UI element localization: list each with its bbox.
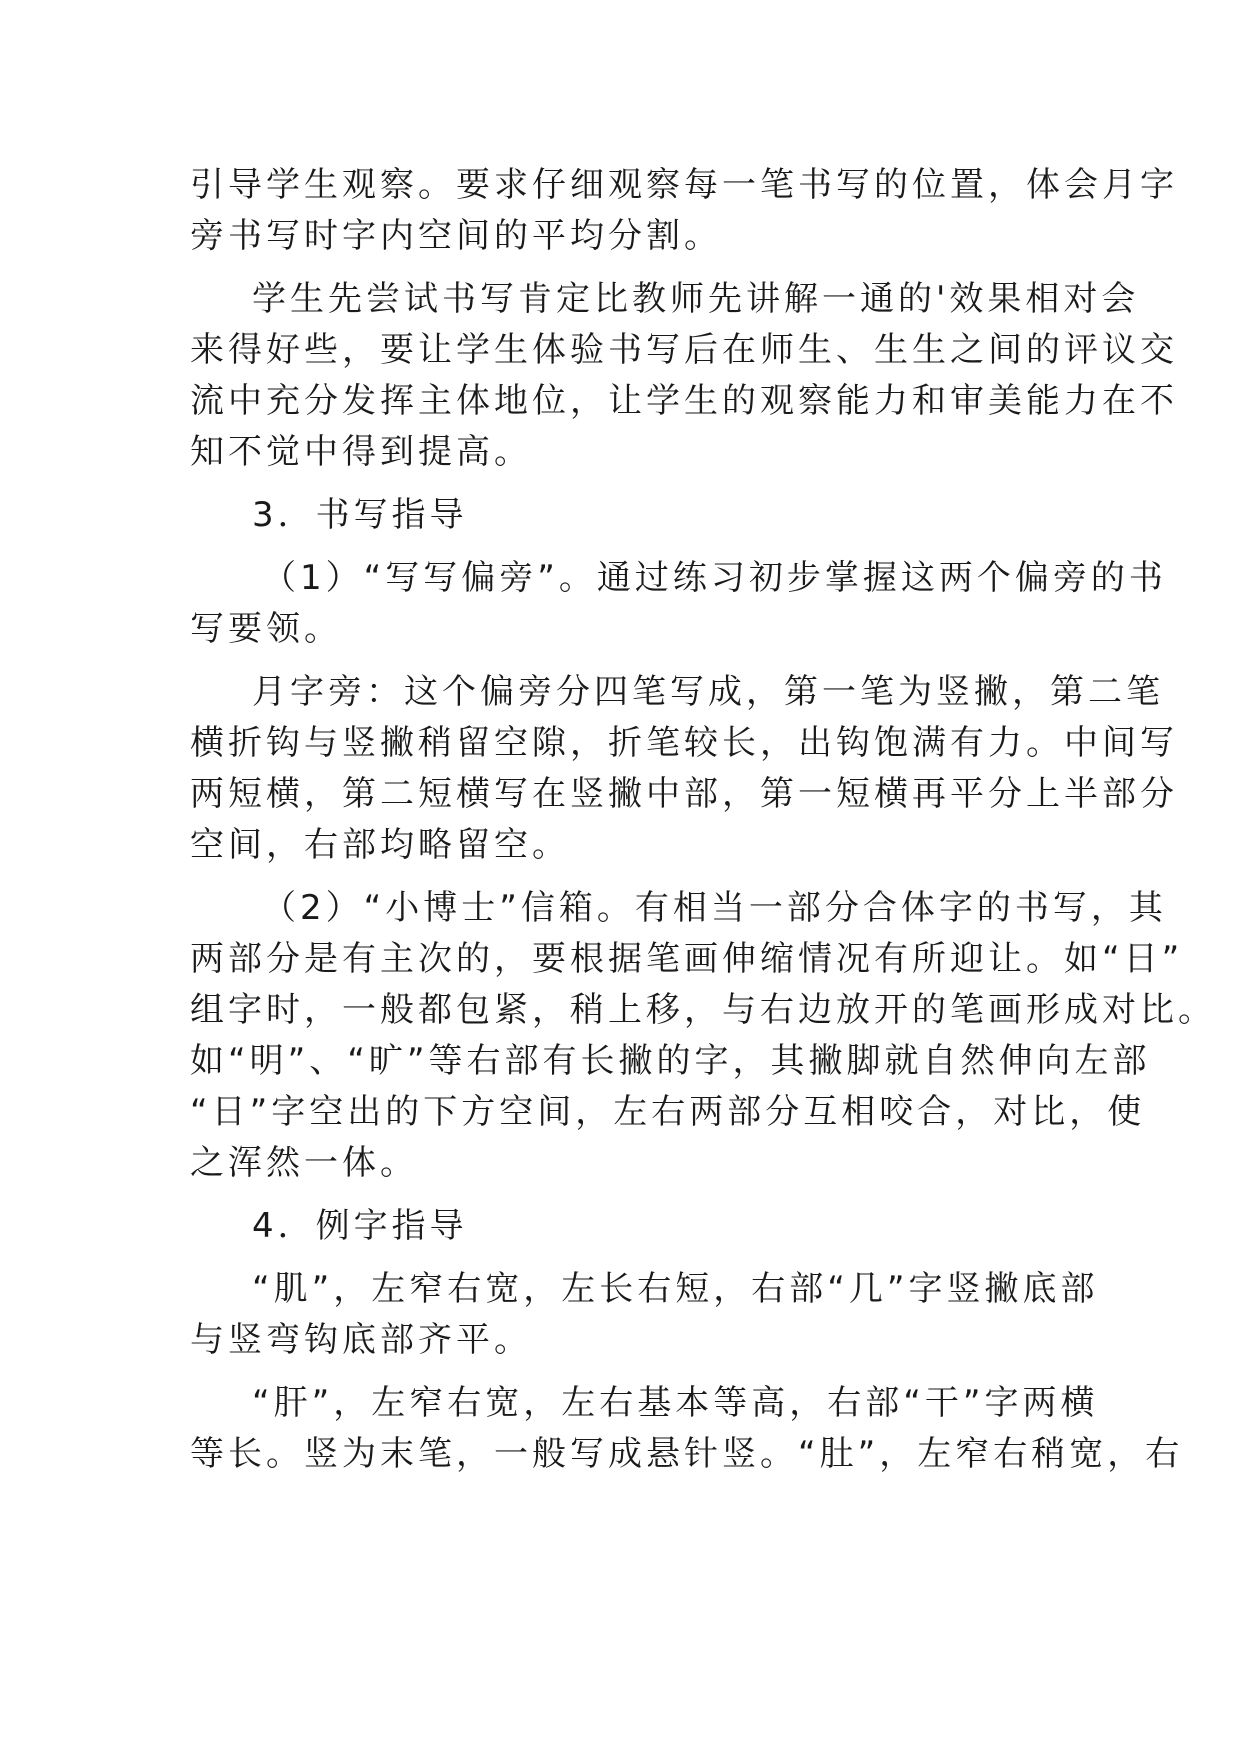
text-line: 流中充分发挥主体地位，让学生的观察能力和审美能力在不 [190,381,1178,421]
text-line: （2）“小博士”信箱。有相当一部分合体字的书写，其 [262,888,1167,928]
text-line: 组字时，一般都包紧，稍上移，与右边放开的笔画形成对比。 [190,990,1216,1030]
text-line: 引导学生观察。要求仔细观察每一笔书写的位置，体会月字 [190,165,1178,205]
text-line: 与竖弯钩底部齐平。 [190,1320,532,1360]
text-line: 空间，右部均略留空。 [190,825,570,865]
text-line: 写要领。 [190,609,342,649]
text-line: 知不觉中得到提高。 [190,432,532,472]
section-heading: 4．例字指导 [252,1206,468,1246]
section-heading: 3．书写指导 [252,495,468,535]
text-line: 之浑然一体。 [190,1143,418,1183]
text-line: （1）“写写偏旁”。通过练习初步掌握这两个偏旁的书 [262,558,1167,598]
text-line: 如“明”、“旷”等右部有长撇的字，其撇脚就自然伸向左部 [190,1041,1151,1081]
text-line: 横折钩与竖撇稍留空隙，折笔较长，出钩饱满有力。中间写 [190,723,1178,763]
text-line: “肌”，左窄右宽，左长右短，右部“几”字竖撇底部 [252,1269,1099,1309]
text-line: 旁书写时字内空间的平均分割。 [190,216,722,256]
text-line: 两短横，第二短横写在竖撇中部，第一短横再平分上半部分 [190,774,1178,814]
body-text [190,160,1216,1480]
text-line: 等长。竖为末笔，一般写成悬针竖。“肚”，左窄右稍宽，右 [190,1434,1184,1474]
text-line: “日”字空出的下方空间，左右两部分互相咬合，对比，使 [190,1092,1146,1132]
text-line: “肝”，左窄右宽，左右基本等高，右部“干”字两横 [252,1383,1099,1423]
text-line: 月字旁：这个偏旁分四笔写成，第一笔为竖撇，第二笔 [252,672,1164,712]
text-line: 两部分是有主次的，要根据笔画伸缩情况有所迎让。如“日” [190,939,1184,979]
text-line: 来得好些，要让学生体验书写后在师生、生生之间的评议交 [190,330,1178,370]
text-line: 学生先尝试书写肯定比教师先讲解一通的'效果相对会 [252,279,1140,319]
